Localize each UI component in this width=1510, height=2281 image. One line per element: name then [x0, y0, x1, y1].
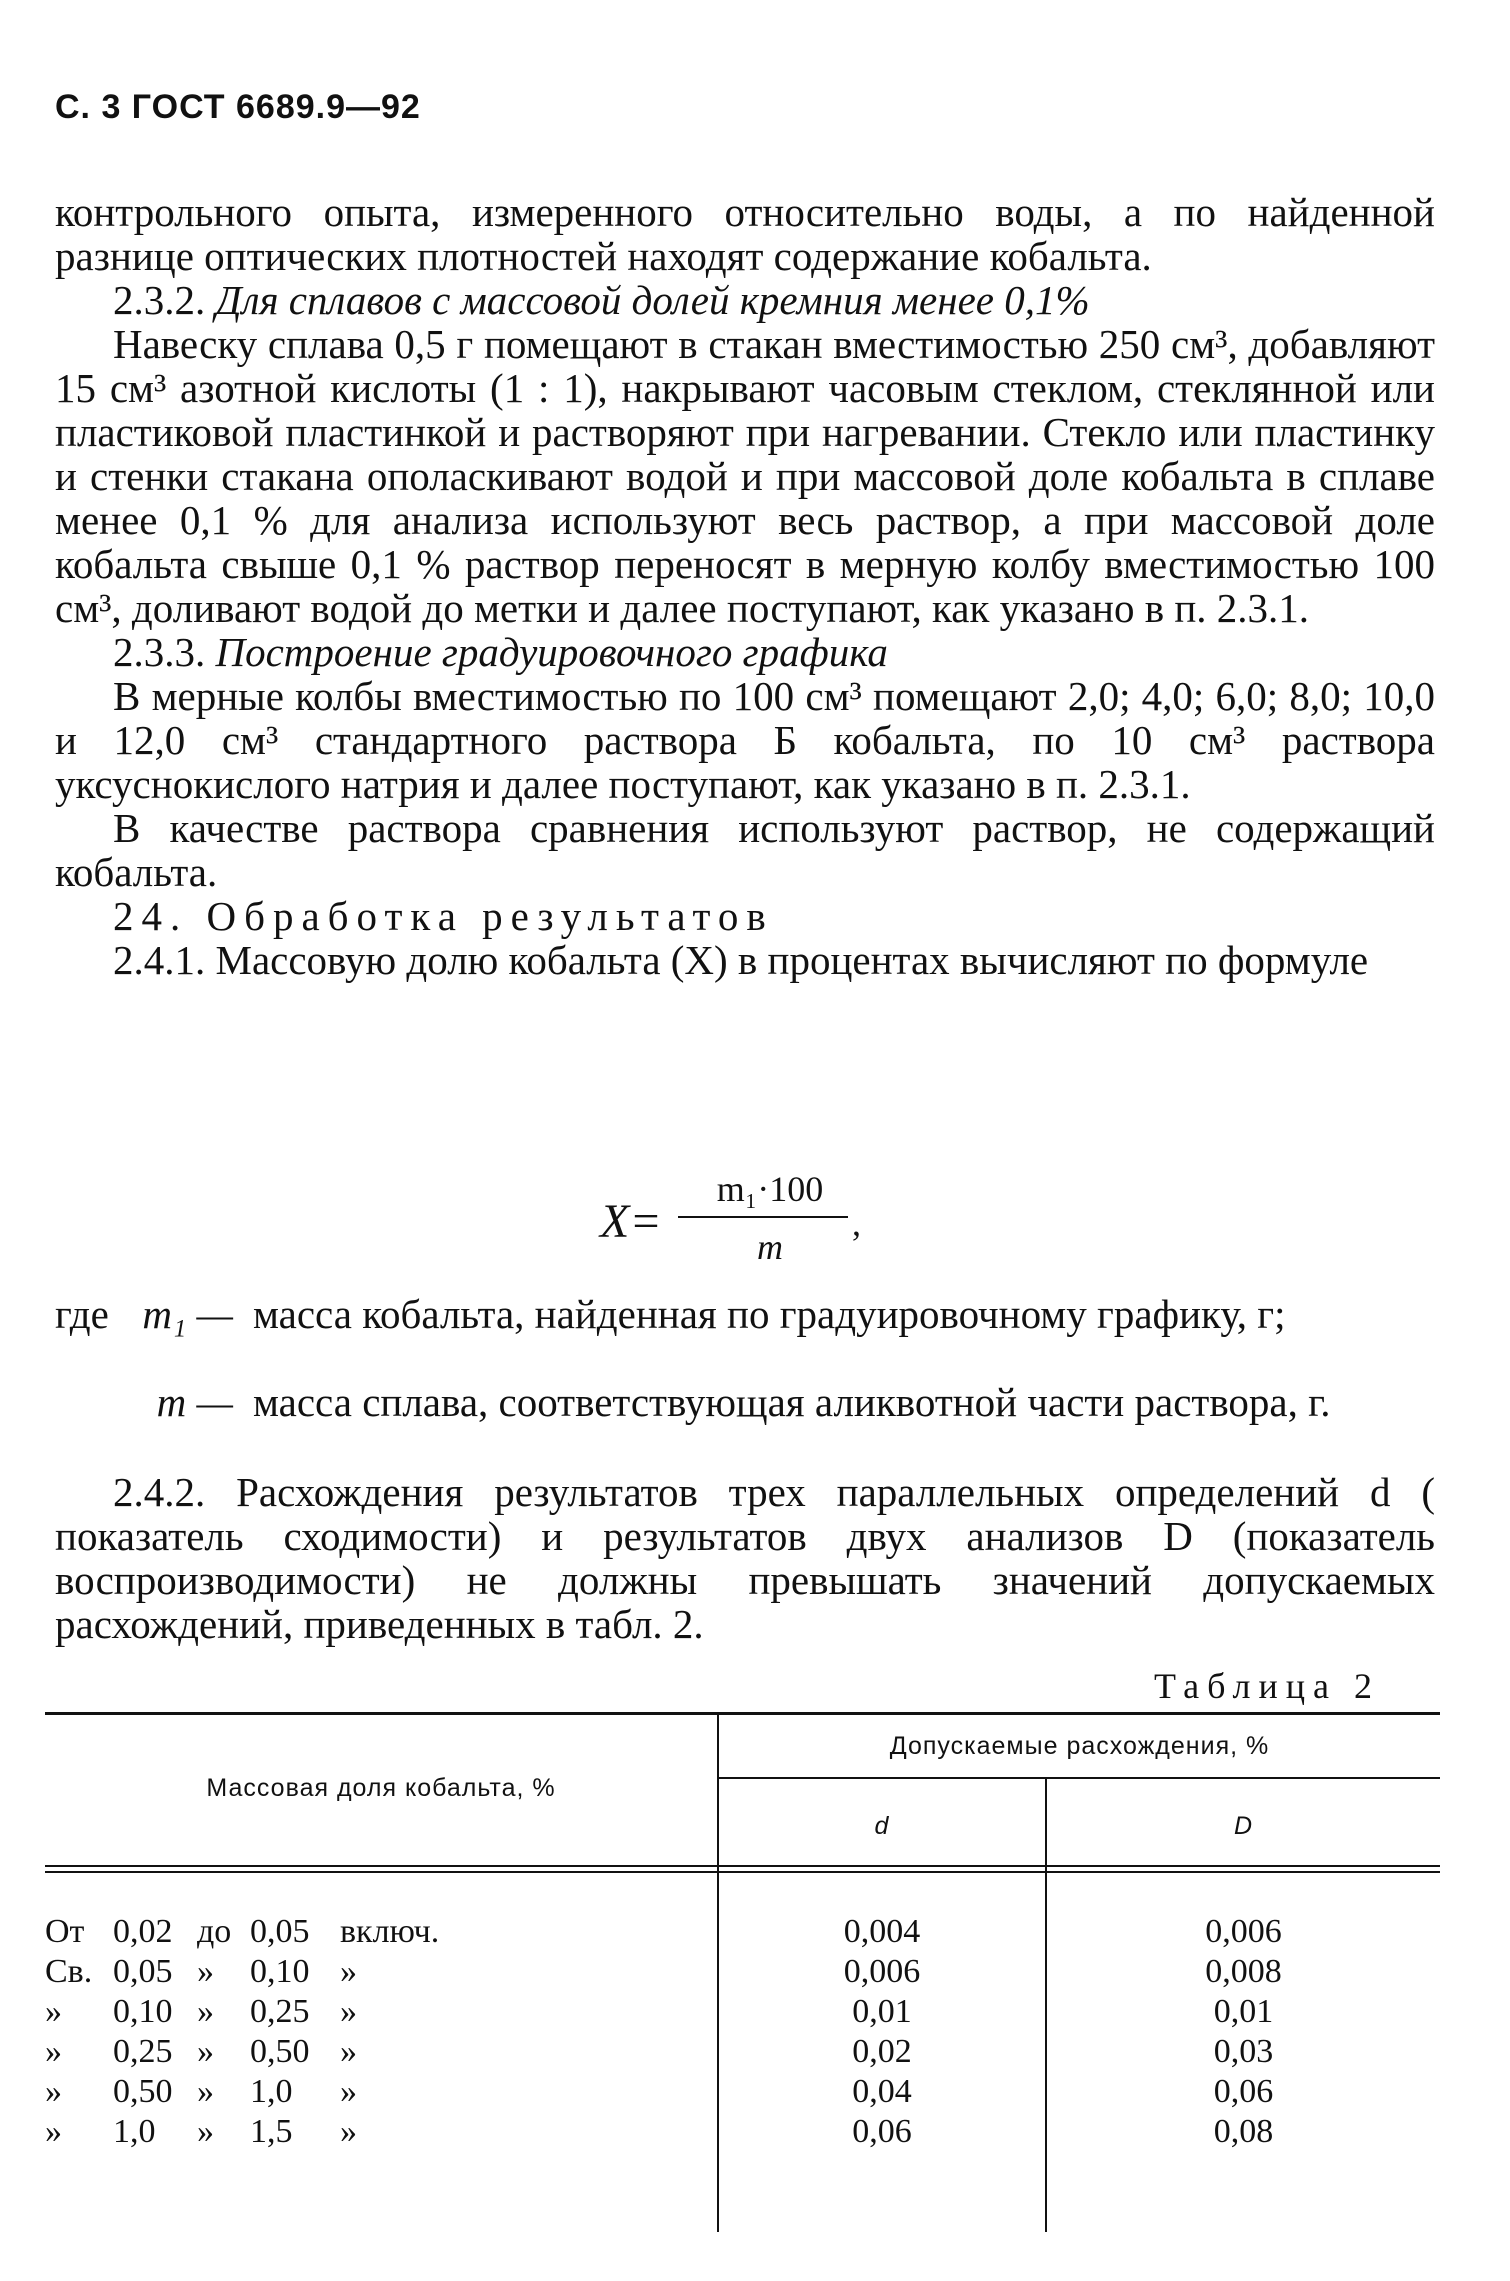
- table-cell-to: 0,10: [250, 1953, 310, 1990]
- table-cell-sep: »: [197, 2033, 214, 2070]
- table-top-rule: [45, 1712, 1440, 1715]
- body-text: [55, 190, 1435, 982]
- paragraph-reference-solution: В качестве раствора сравнения используют раствор, не содержащий кобальта.: [55, 805, 1435, 895]
- section-title: Построение градуировочного графика: [215, 629, 888, 675]
- table-cell-prefix: Св.: [45, 1953, 93, 1990]
- paragraph-sample-prep: Навеску сплава 0,5 г помещают в стакан вместимостью 250 см³, добавляют 15 см³ азотной кислоты (1 : 1), накрывают часовым стеклом, стеклянной или пластиковой пластинкой и растворяют при нагревании. Стекло или пластинку и стенки стакана ополаскивают водой и при массовой доле кобальта в сплаве менее 0,1 % для анализа используют весь раствор, а при массовой доле кобальта свыше 0,1 % раствор переносят в мерную колбу вместимостью 100 см³, доливают водой до метки и далее поступают, как указано в п. 2.3.1.: [55, 321, 1435, 631]
- table-cell-D: 0,008: [1205, 1953, 1282, 1990]
- formula: [600, 1168, 900, 1278]
- table-cell-to: 0,50: [250, 2033, 310, 2070]
- section-number: 2.3.3.: [113, 629, 206, 675]
- table-cell-sep: »: [197, 1953, 214, 1990]
- table-cell-from: 0,05: [113, 1953, 173, 1990]
- table-cell-d: 0,004: [843, 1913, 921, 1950]
- fraction-bar: [678, 1216, 848, 1218]
- col-header-D: D: [1233, 1812, 1254, 1840]
- table-header-rule-1: [45, 1865, 1440, 1867]
- term-m1: m₁ —: [142, 1291, 233, 1337]
- table-cell-suffix: »: [340, 1953, 357, 1990]
- table-cell-sep: до: [197, 1913, 232, 1950]
- desc-m1: масса кобальта, найденная по градуировочному графику, г;: [253, 1291, 1286, 1337]
- variable-definitions: [55, 1292, 1435, 1468]
- table-caption: Таблица 2: [1154, 1666, 1380, 1706]
- table-cell-to: 0,25: [250, 1993, 310, 2030]
- paragraph-discrepancies: 2.4.2. Расхождения результатов трех параллельных определений d ( показатель сходимости) и результатов двух анализов D (показатель воспроизводимости) не должны превышать значений допускаемых расхождений, приведенных в табл. 2.: [55, 1469, 1435, 1647]
- paragraph-calibration: В мерные колбы вместимостью по 100 см³ помещают 2,0; 4,0; 6,0; 8,0; 10,0 и 12,0 см³ стандартного раствора Б кобальта, по 10 см³ раствора уксуснокислого натрия и далее поступают, как указано в п. 2.3.1.: [55, 673, 1435, 807]
- formula-comma: ,: [852, 1203, 861, 1243]
- table-cell-sep: »: [197, 1993, 214, 2030]
- table-cell-from: 1,0: [113, 2113, 156, 2150]
- table-cell-from: 0,02: [113, 1913, 173, 1950]
- table-cell-D: 0,01: [1213, 1993, 1274, 2030]
- table-cell-suffix: »: [340, 2033, 357, 2070]
- table-cell-d: 0,06: [852, 2113, 912, 2150]
- table-2: [45, 1712, 1440, 2232]
- page-header: С. 3 ГОСТ 6689.9—92: [55, 88, 421, 126]
- section-title: Для сплавов с массовой долей кремния менее 0,1%: [215, 277, 1090, 323]
- table-cell-sep: »: [197, 2073, 214, 2110]
- table-cell-d: 0,02: [852, 2033, 912, 2070]
- section-number: 2.3.2.: [113, 277, 206, 323]
- table-cell-from: 0,50: [113, 2073, 173, 2110]
- section-2-3-3-heading: [55, 630, 1435, 674]
- table-cell-d: 0,04: [852, 2073, 912, 2110]
- table-cell-suffix: »: [340, 2073, 357, 2110]
- col-header-d: d: [874, 1812, 890, 1840]
- table-cell-D: 0,06: [1213, 2073, 1274, 2110]
- where-lead: где: [55, 1291, 109, 1337]
- section-2-3-2-heading: [55, 278, 1435, 322]
- paragraph-formula-intro: 2.4.1. Массовую долю кобальта (X) в процентах вычисляют по формуле: [113, 937, 1369, 983]
- table-cell-prefix: »: [45, 2113, 62, 2150]
- table-cell-suffix: включ.: [340, 1913, 440, 1950]
- table-cell-d: 0,01: [852, 1993, 912, 2030]
- section-2-4-heading: 24. Обработка результатов: [113, 893, 774, 939]
- table-cell-d: 0,006: [843, 1953, 921, 1990]
- definition-m1: [55, 1292, 1435, 1380]
- table-cell-to: 1,0: [250, 2073, 293, 2110]
- table-cell-from: 0,25: [113, 2033, 173, 2070]
- table-cell-D: 0,08: [1213, 2113, 1274, 2150]
- table-cell-prefix: »: [45, 1993, 62, 2030]
- table-cell-from: 0,10: [113, 1993, 173, 2030]
- table-header-rule-2: [45, 1871, 1440, 1873]
- table-cell-to: 1,5: [250, 2113, 293, 2150]
- table-group-rule: [719, 1777, 1440, 1779]
- body-text-2: [55, 1470, 1435, 1646]
- table-cell-sep: »: [197, 2113, 214, 2150]
- table-cell-to: 0,05: [250, 1913, 310, 1950]
- table-cell-suffix: »: [340, 1993, 357, 2030]
- table-cell-prefix: От: [45, 1913, 85, 1950]
- table-cell-D: 0,03: [1213, 2033, 1274, 2070]
- col-group-header: Допускаемые расхождения, %: [889, 1732, 1270, 1760]
- formula-numerator: m₁·100: [716, 1169, 824, 1209]
- table-cell-prefix: »: [45, 2073, 62, 2110]
- term-m: m —: [156, 1379, 233, 1425]
- formula-denominator: m: [757, 1227, 783, 1267]
- paragraph-continuation: контрольного опыта, измеренного относительно воды, а по найденной разнице оптических плотностей находят содержание кобальта.: [55, 189, 1435, 279]
- formula-lhs: X=: [600, 1195, 662, 1248]
- table-cell-suffix: »: [340, 2113, 357, 2150]
- desc-m: масса сплава, соответствующая аликвотной части раствора, г.: [253, 1379, 1331, 1425]
- table-cell-D: 0,006: [1205, 1913, 1282, 1950]
- table-cell-prefix: »: [45, 2033, 62, 2070]
- definition-m: [55, 1380, 1435, 1468]
- col-header-mass-fraction: Массовая доля кобальта, %: [206, 1774, 556, 1802]
